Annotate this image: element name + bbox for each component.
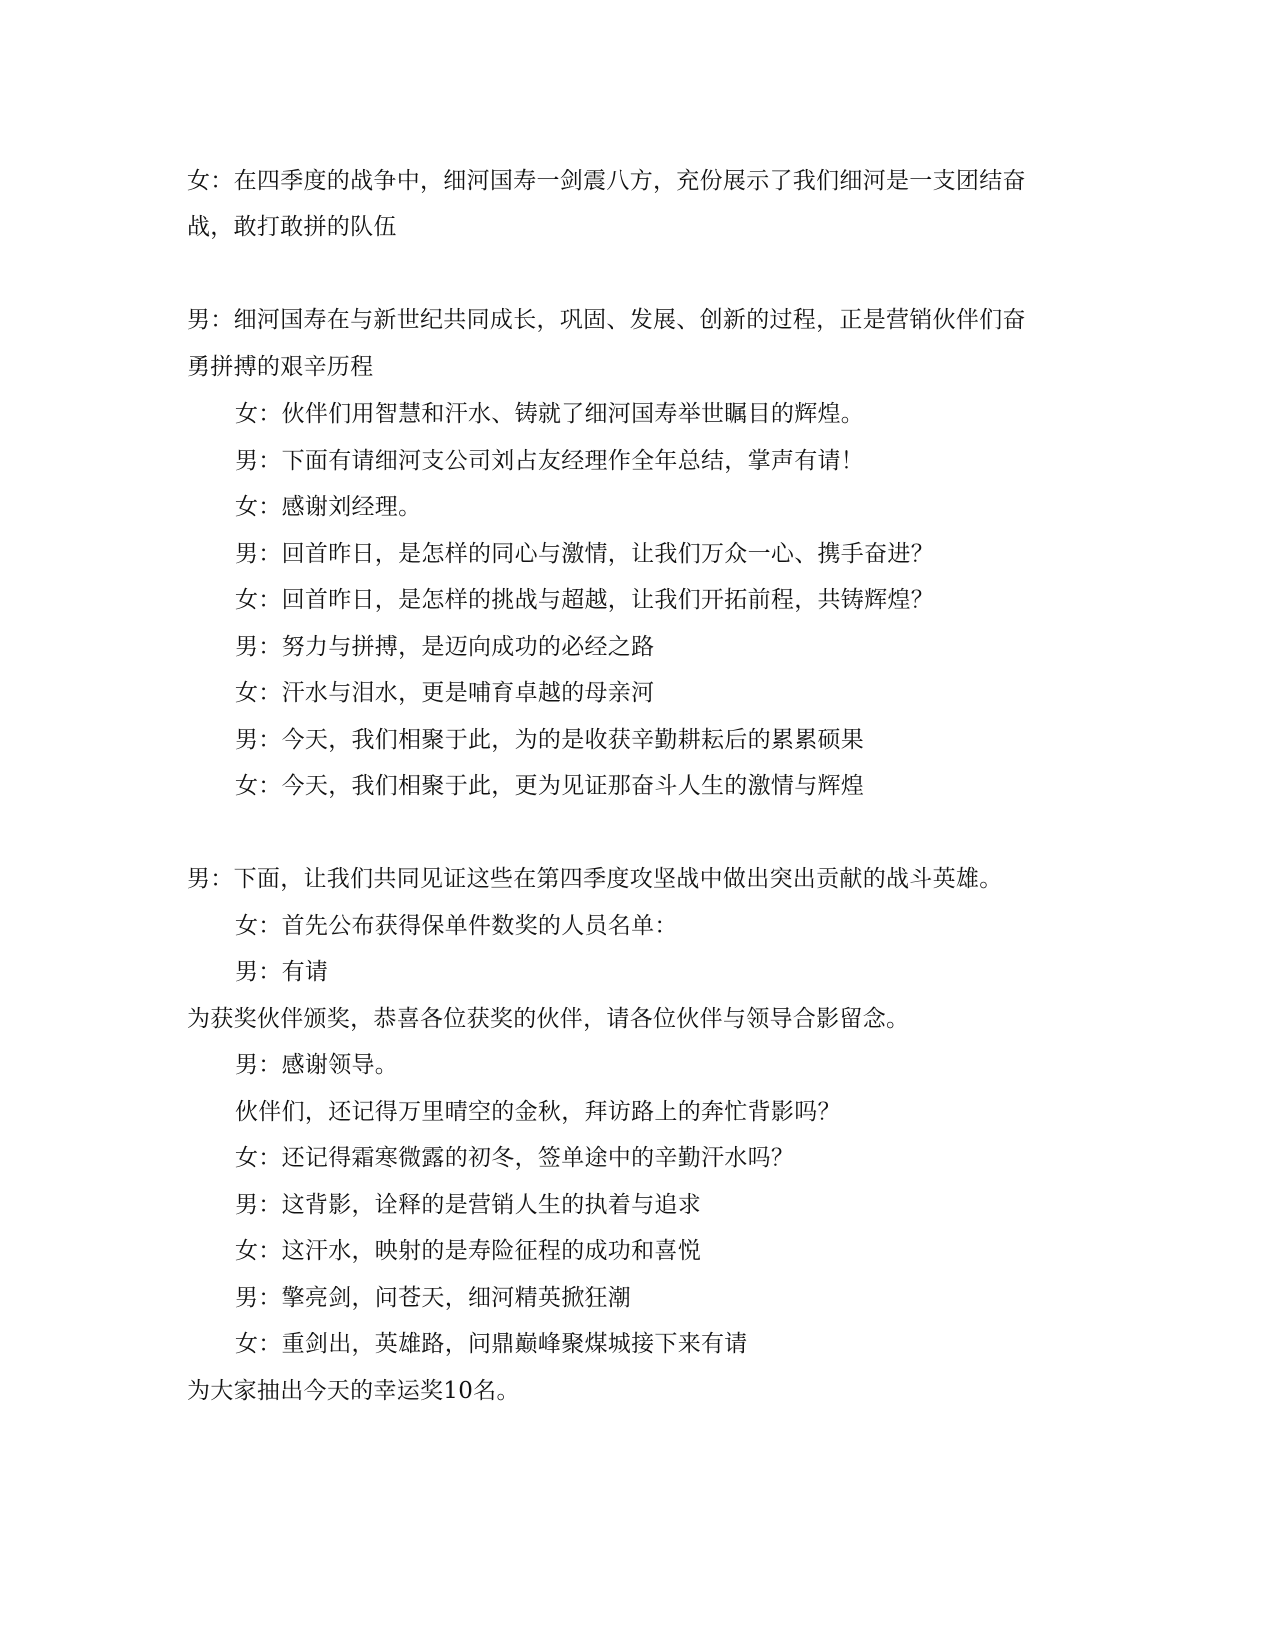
paragraph-line: 女：伙伴们用智慧和汗水、铸就了细河国寿举世瞩目的辉煌。 bbox=[235, 401, 865, 427]
paragraph-line: 女：回首昨日，是怎样的挑战与超越，让我们开拓前程，共铸辉煌？ bbox=[235, 587, 934, 613]
paragraph-line: 男：今天，我们相聚于此，为的是收获辛勤耕耘后的累累硕果 bbox=[235, 727, 865, 753]
paragraph-line: 伙伴们，还记得万里晴空的金秋，拜访路上的奔忙背影吗？ bbox=[235, 1099, 841, 1125]
paragraph-line: 女：感谢刘经理。 bbox=[235, 494, 422, 520]
paragraph-line: 为获奖伙伴颁奖，恭喜各位获奖的伙伴，请各位伙伴与领导合影留念。 bbox=[187, 1006, 910, 1032]
paragraph-line: 男：下面有请细河支公司刘占友经理作全年总结，掌声有请！ bbox=[235, 448, 865, 474]
paragraph-line: 女：今天，我们相聚于此，更为见证那奋斗人生的激情与辉煌 bbox=[235, 773, 865, 799]
paragraph-line: 女：在四季度的战争中，细河国寿一剑震八方，充份展示了我们细河是一支团结奋 bbox=[187, 168, 1026, 194]
paragraph-line: 勇拼搏的艰辛历程 bbox=[187, 354, 374, 380]
paragraph-line: 男：这背影，诠释的是营销人生的执着与追求 bbox=[235, 1192, 701, 1218]
paragraph-line: 男：感谢领导。 bbox=[235, 1052, 399, 1078]
paragraph-line: 男：有请 bbox=[235, 959, 329, 985]
paragraph-line: 战，敢打敢拼的队伍 bbox=[187, 214, 397, 240]
paragraph-line: 为大家抽出今天的幸运奖10名。 bbox=[187, 1378, 520, 1404]
paragraph-line: 男：下面，让我们共同见证这些在第四季度攻坚战中做出突出贡献的战斗英雄。 bbox=[187, 866, 1003, 892]
paragraph-line: 女：还记得霜寒微露的初冬，签单途中的辛勤汗水吗？ bbox=[235, 1145, 795, 1171]
paragraph-line: 男：细河国寿在与新世纪共同成长，巩固、发展、创新的过程，正是营销伙伴们奋 bbox=[187, 307, 1026, 333]
paragraph-line: 男：努力与拼搏，是迈向成功的必经之路 bbox=[235, 634, 655, 660]
paragraph-line: 女：汗水与泪水，更是哺育卓越的母亲河 bbox=[235, 680, 655, 706]
paragraph-line: 男：擎亮剑，问苍天，细河精英掀狂潮 bbox=[235, 1285, 632, 1311]
paragraph-line: 男：回首昨日，是怎样的同心与激情，让我们万众一心、携手奋进？ bbox=[235, 541, 934, 567]
paragraph-line: 女：首先公布获得保单件数奖的人员名单： bbox=[235, 913, 678, 939]
paragraph-line: 女：重剑出，英雄路，问鼎巅峰聚煤城接下来有请 bbox=[235, 1331, 748, 1357]
paragraph-line: 女：这汗水，映射的是寿险征程的成功和喜悦 bbox=[235, 1238, 701, 1264]
